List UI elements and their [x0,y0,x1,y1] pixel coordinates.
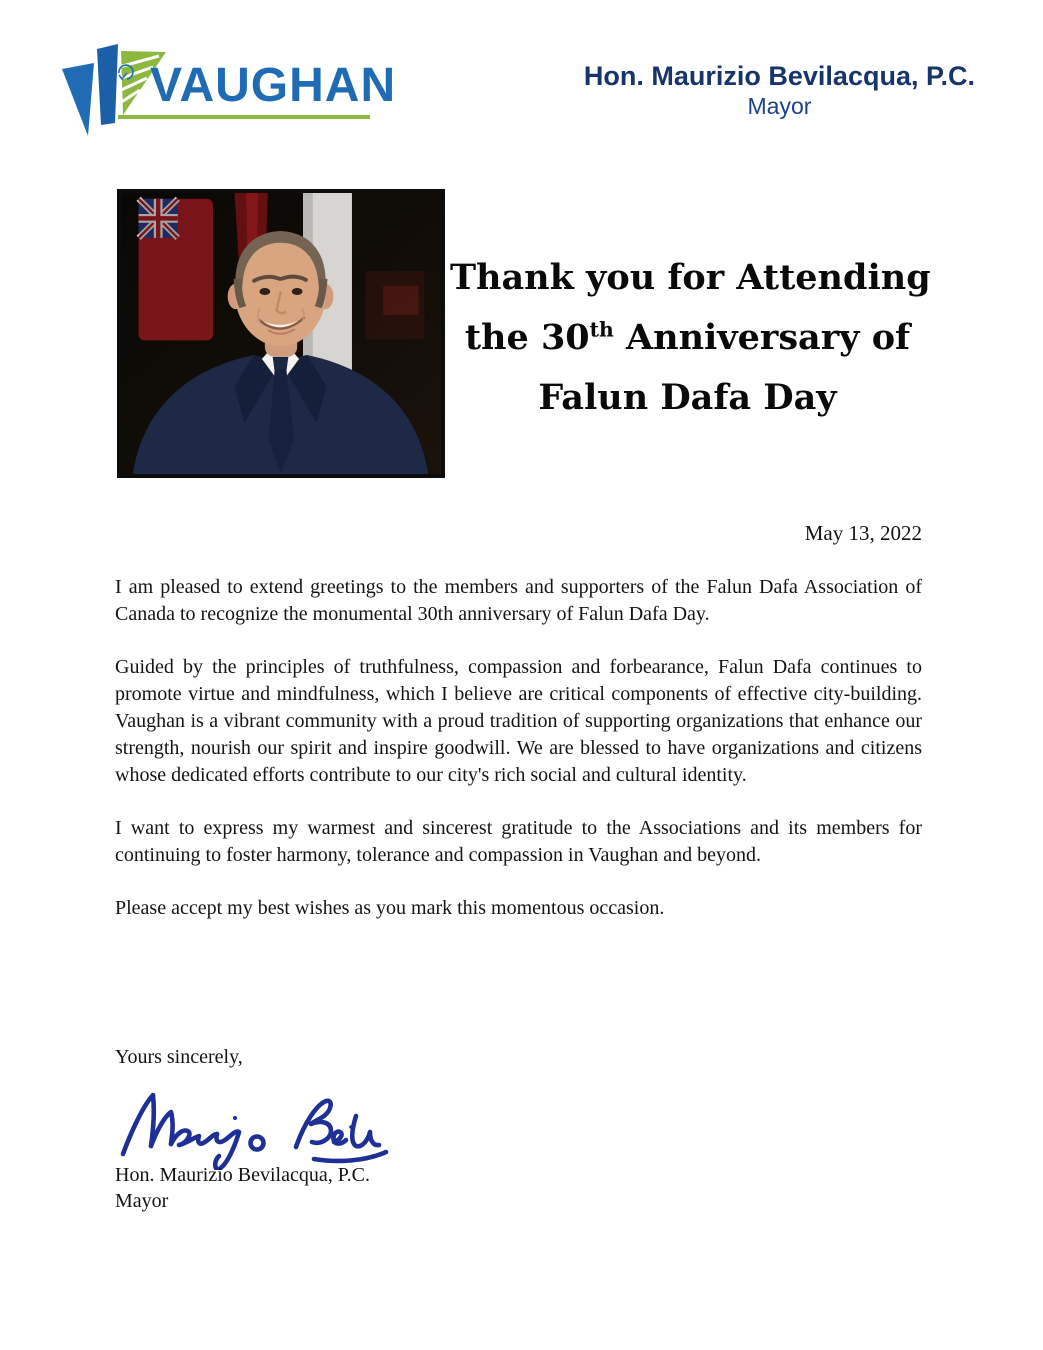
letter-body [115,574,922,948]
header-official-block [584,60,975,120]
letter-paragraph: Please accept my best wishes as you mark this momentous occasion. [115,897,665,919]
vaughan-wordmark: VAUGHAN [150,59,397,112]
mayor-portrait-photo [117,189,445,478]
signature-ink-icon [118,1088,392,1170]
title-line-3: Falun Dafa Day [538,377,837,418]
letter-paragraph: I want to express my warmest and sincerest gratitude to the Associations and its members for continuing to foster harmony, tolerance and compassion in Vaughan and beyond. [115,817,922,866]
title-line-2: the 30th Anniversary of [464,317,911,358]
letter-paragraph: I am pleased to extend greetings to the members and supporters of the Falun Dafa Association of Canada to recognize the monumental 30th anniversary of Falun Dafa Day. [115,576,922,625]
header-official-title: Mayor [747,93,812,119]
title-superscript: th [589,317,614,342]
title-line-1: Thank you for Attending [450,257,931,298]
logo-underline [118,115,370,119]
letter-date: May 13, 2022 [804,521,922,545]
portrait-illustration [121,193,441,474]
header-official-name: Hon. Maurizio Bevilacqua, P.C. [583,61,975,91]
mayor-signature [118,1088,392,1170]
letter-paragraph: Guided by the principles of truthfulness, compassion and forbearance, Falun Dafa continues to promote virtue and mindfulness, which I believe are critical components of effective city-building. Vaughan is a vibrant community with a proud tradition of supporting organizations that enhance our strength, nourish our spirit and inspire goodwill. We are blessed to have organizations and citizens whose dedicated efforts contribute to our city's rich social and cultural identity. [115,656,922,786]
signer-title: Mayor [115,1190,169,1212]
signer-name: Hon. Maurizio Bevilacqua, P.C. [115,1164,370,1186]
page-title [450,248,931,428]
closing-salutation: Yours sincerely, [115,1046,243,1068]
